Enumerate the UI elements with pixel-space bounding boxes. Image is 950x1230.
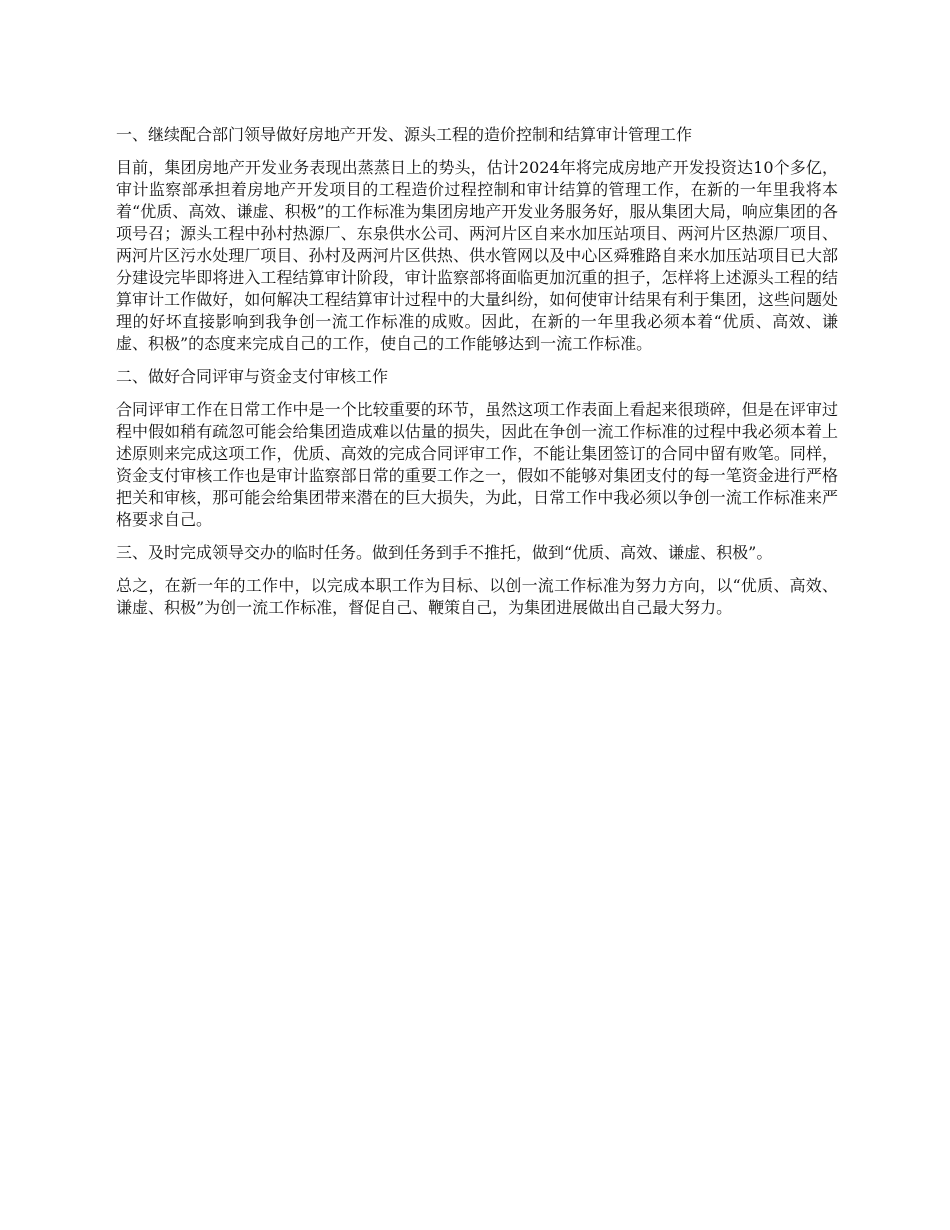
section-heading-2: 二、做好合同评审与资金支付审核工作 [116, 367, 389, 386]
conclusion-paragraph: 总之，在新一年的工作中，以完成本职工作为目标、以创一流工作标准为努力方向，以“优质、高效、谦虚、积极”为创一流工作标准，督促自己、鞭策自己，为集团进展做出自己最大努力。 [116, 576, 838, 617]
document-body [116, 124, 838, 619]
body-paragraph-1: 目前，集团房地产开发业务表现出蒸蒸日上的势头，估计2024年将完成房地产开发投资达10个多亿，审计监察部承担着房地产开发项目的工程造价过程控制和审计结算的管理工作，在新的一年里我将本着“优质、高效、谦虚、积极”的工作标准为集团房地产开发业务服务好，服从集团大局，响应集团的各项号召；源头工程中孙村热源厂、东泉供水公司、两河片区自来水加压站项目、两河片区热源厂项目、两河片区污水处理厂项目、孙村及两河片区供热、供水管网以及中心区舜雅路自来水加压站项目已大部分建设完毕即将进入工程结算审计阶段，审计监察部将面临更加沉重的担子，怎样将上述源头工程的结算审计工作做好，如何解决工程结算审计过程中的大量纠纷，如何使审计结果有利于集团，这些问题处理的好坏直接影响到我争创一流工作标准的成败。因此，在新的一年里我必须本着“优质、高效、谦虚、积极”的态度来完成自己的工作，使自己的工作能够达到一流工作标准。 [116, 158, 838, 353]
section-heading-3: 三、及时完成领导交办的临时任务。做到任务到手不推托，做到“优质、高效、谦虚、积极”。 [116, 543, 773, 562]
section-heading-1: 一、继续配合部门领导做好房地产开发、源头工程的造价控制和结算审计管理工作 [116, 125, 693, 144]
body-paragraph-2: 合同评审工作在日常工作中是一个比较重要的环节，虽然这项工作表面上看起来很琐碎，但是在评审过程中假如稍有疏忽可能会给集团造成难以估量的损失，因此在争创一流工作标准的过程中我必须本着上述原则来完成这项工作，优质、高效的完成合同评审工作，不能让集团签订的合同中留有败笔。同样，资金支付审核工作也是审计监察部日常的重要工作之一，假如不能够对集团支付的每一笔资金进行严格把关和审核，那可能会给集团带来潜在的巨大损失，为此，日常工作中我必须以争创一流工作标准来严格要求自己。 [116, 400, 838, 529]
